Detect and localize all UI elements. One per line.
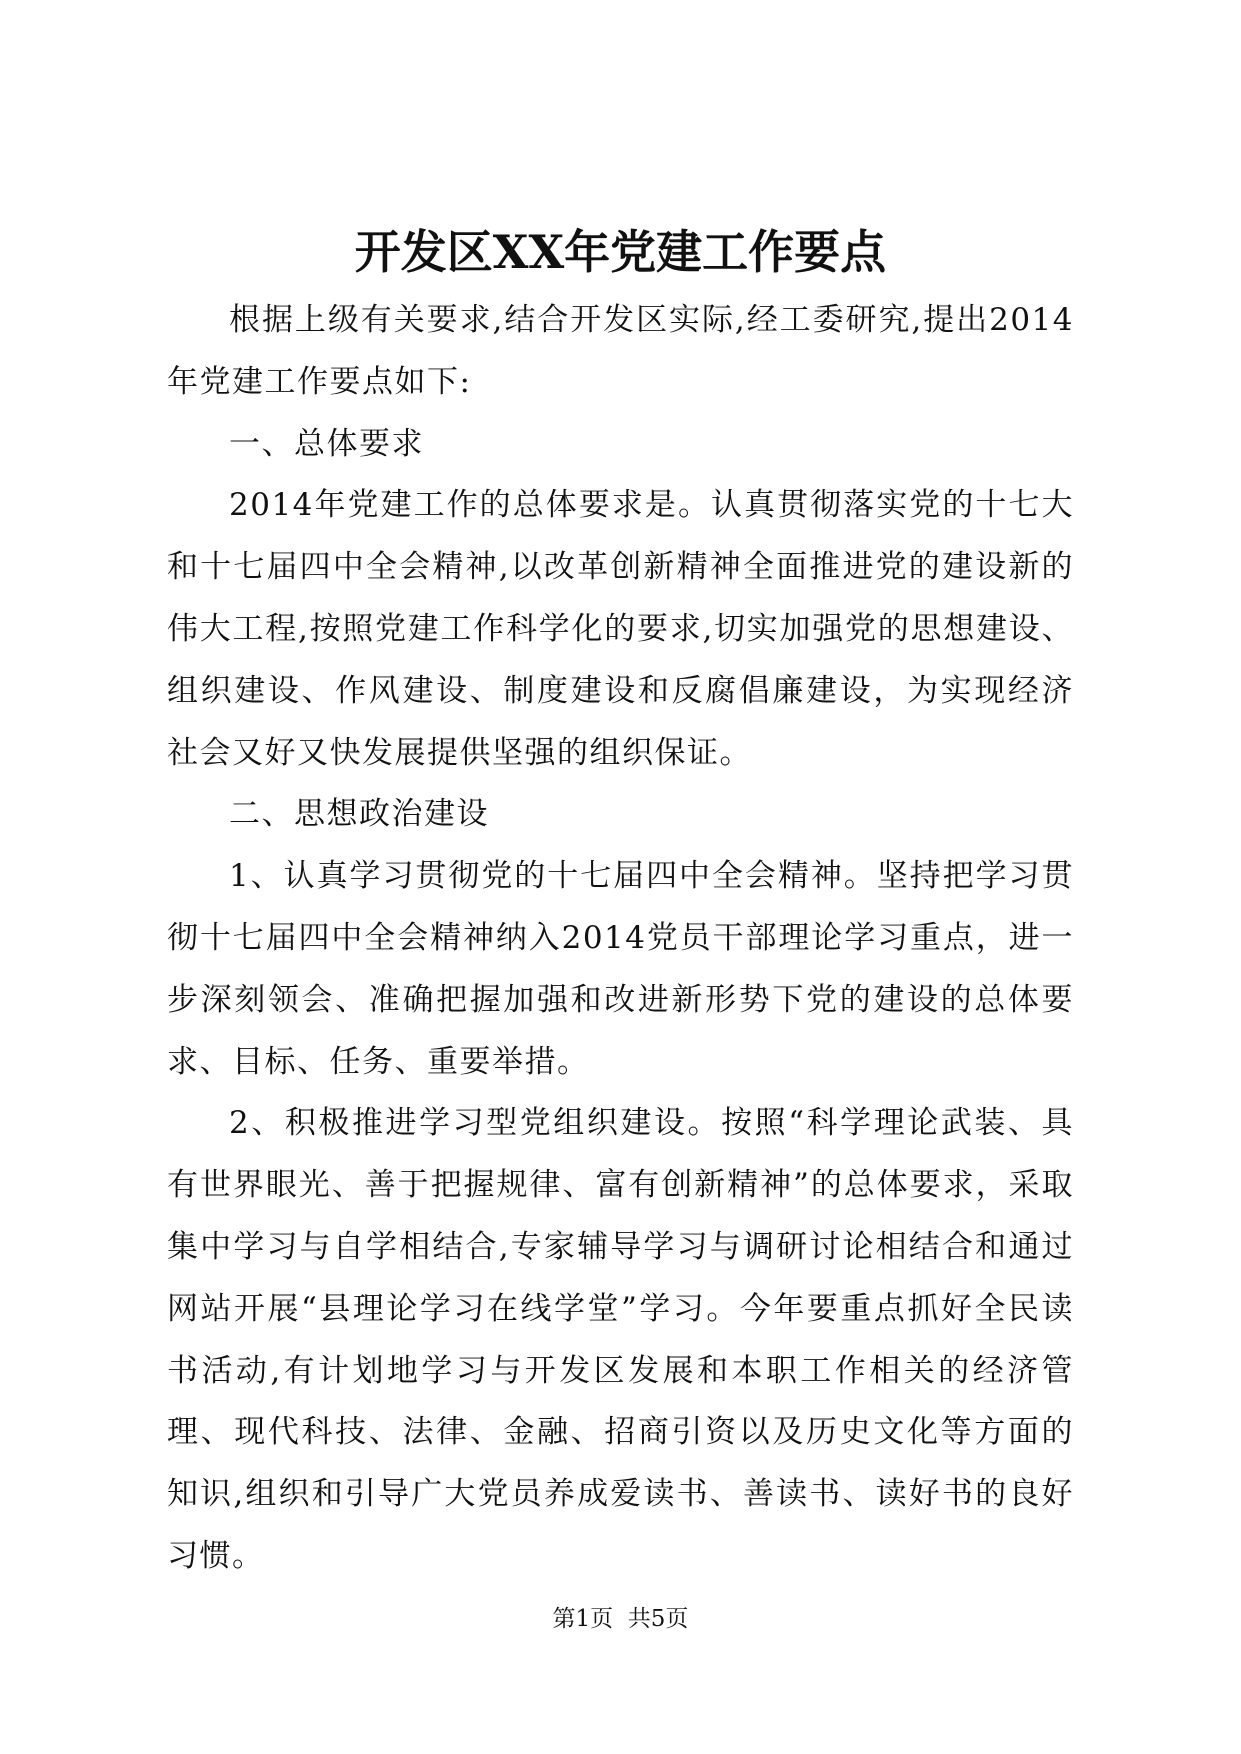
document-body [167,290,1074,1588]
paragraph-item-2: 2、积极推进学习型党组织建设。按照“科学理论武装、具有世界眼光、善于把握规律、富有创新精神”的总体要求，采取集中学习与自学相结合,专家辅导学习与调研讨论相结合和通过网站开展“县理论学习在线学堂”学习。今年要重点抓好全民读书活动,有计划地学习与开发区发展和本职工作相关的经济管理、现代科技、法律、金融、招商引资以及历史文化等方面的知识,组织和引导广大党员养成爱读书、善读书、读好书的良好习惯。 [167,1105,1074,1574]
paragraph-intro: 根据上级有关要求,结合开发区实际,经工委研究,提出2014年党建工作要点如下: [167,302,1074,400]
paragraph-item-1: 1、认真学习贯彻党的十七届四中全会精神。坚持把学习贯彻十七届四中全会精神纳入2014党员干部理论学习重点，进一步深刻领会、准确把握加强和改进新形势下党的建设的总体要求、目标、任务、重要举措。 [167,858,1074,1080]
page-number-footer [0,1604,1241,1634]
page-number-label: 第1页 共5页 [552,1606,689,1632]
section-heading-ideological-political-construction: 二、思想政治建设 [229,796,489,833]
document-title: 开发区XX年党建工作要点 [354,225,887,279]
paragraph-overall-requirements: 2014年党建工作的总体要求是。认真贯彻落实党的十七大和十七届四中全会精神,以改革创新精神全面推进党的建设新的伟大工程,按照党建工作科学化的要求,切实加强党的思想建设、组织建设、作风建设、制度建设和反腐倡廉建设，为实现经济社会又好又快发展提供坚强的组织保证。 [167,487,1074,771]
section-heading-overall-requirements: 一、总体要求 [229,425,424,462]
